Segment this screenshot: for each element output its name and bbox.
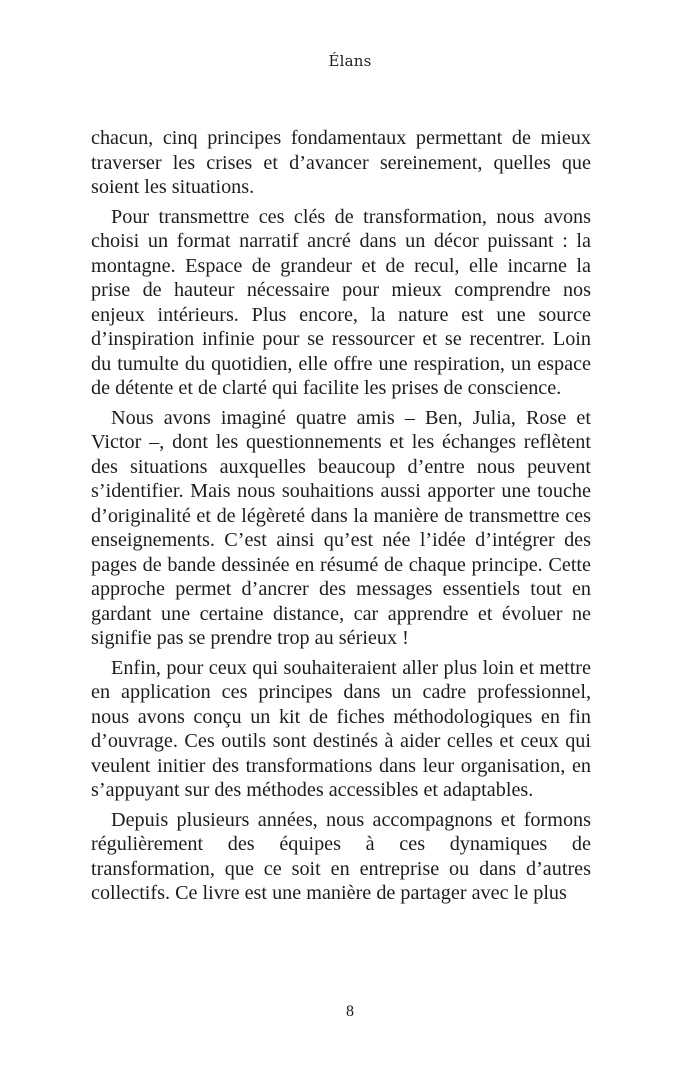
body-text xyxy=(91,126,591,911)
paragraph: Pour transmettre ces clés de transformation, nous avons choisi un format narratif ancré dans un décor puissant : la montagne. Espace de grandeur et de recul, elle incarne la prise de hauteur nécessaire pour mieux comprendre nos enjeux intérieurs. Plus encore, la nature est une source d’inspiration infinie pour se ressourcer et se recentrer. Loin du tumulte du quotidien, elle offre une respiration, un espace de détente et de clarté qui facilite les prises de conscience. xyxy=(91,205,591,399)
paragraph: Enfin, pour ceux qui souhaiteraient aller plus loin et mettre en application ces principes dans un cadre professionnel, nous avons conçu un kit de fiches méthodologiques en fin d’ouvrage. Ces outils sont destinés à aider celles et ceux qui veulent initier des transformations dans leur organisation, en s’appuyant sur des méthodes accessibles et adaptables. xyxy=(91,656,591,801)
paragraph-continued: chacun, cinq principes fondamentaux permettant de mieux traverser les crises et d’avancer sereinement, quelles que soient les situations. xyxy=(91,127,591,198)
page-number: 8 xyxy=(346,1003,354,1020)
paragraph: Depuis plusieurs années, nous accompagnons et formons régulièrement des équipes à ces dynamiques de transformation, que ce soit en entreprise ou dans d’autres collectifs. Ce livre est une manière de partager avec le plus xyxy=(91,808,591,904)
paragraph: Nous avons imaginé quatre amis – Ben, Julia, Rose et Victor –, dont les questionnements et les échanges reflètent des situations auxquelles beaucoup d’entre nous peuvent s’identifier. Mais nous souhaitions aussi apporter une touche d’originalité et de légèreté dans la manière de transmettre ces enseignements. C’est ainsi qu’est née l’idée d’intégrer des pages de bande dessinée en résumé de chaque principe. Cette approche permet d’ancrer des messages essentiels tout en gardant une certaine distance, car apprendre et évoluer ne signifie pas se prendre trop au sérieux ! xyxy=(91,406,591,649)
running-title: Élans xyxy=(328,52,372,70)
